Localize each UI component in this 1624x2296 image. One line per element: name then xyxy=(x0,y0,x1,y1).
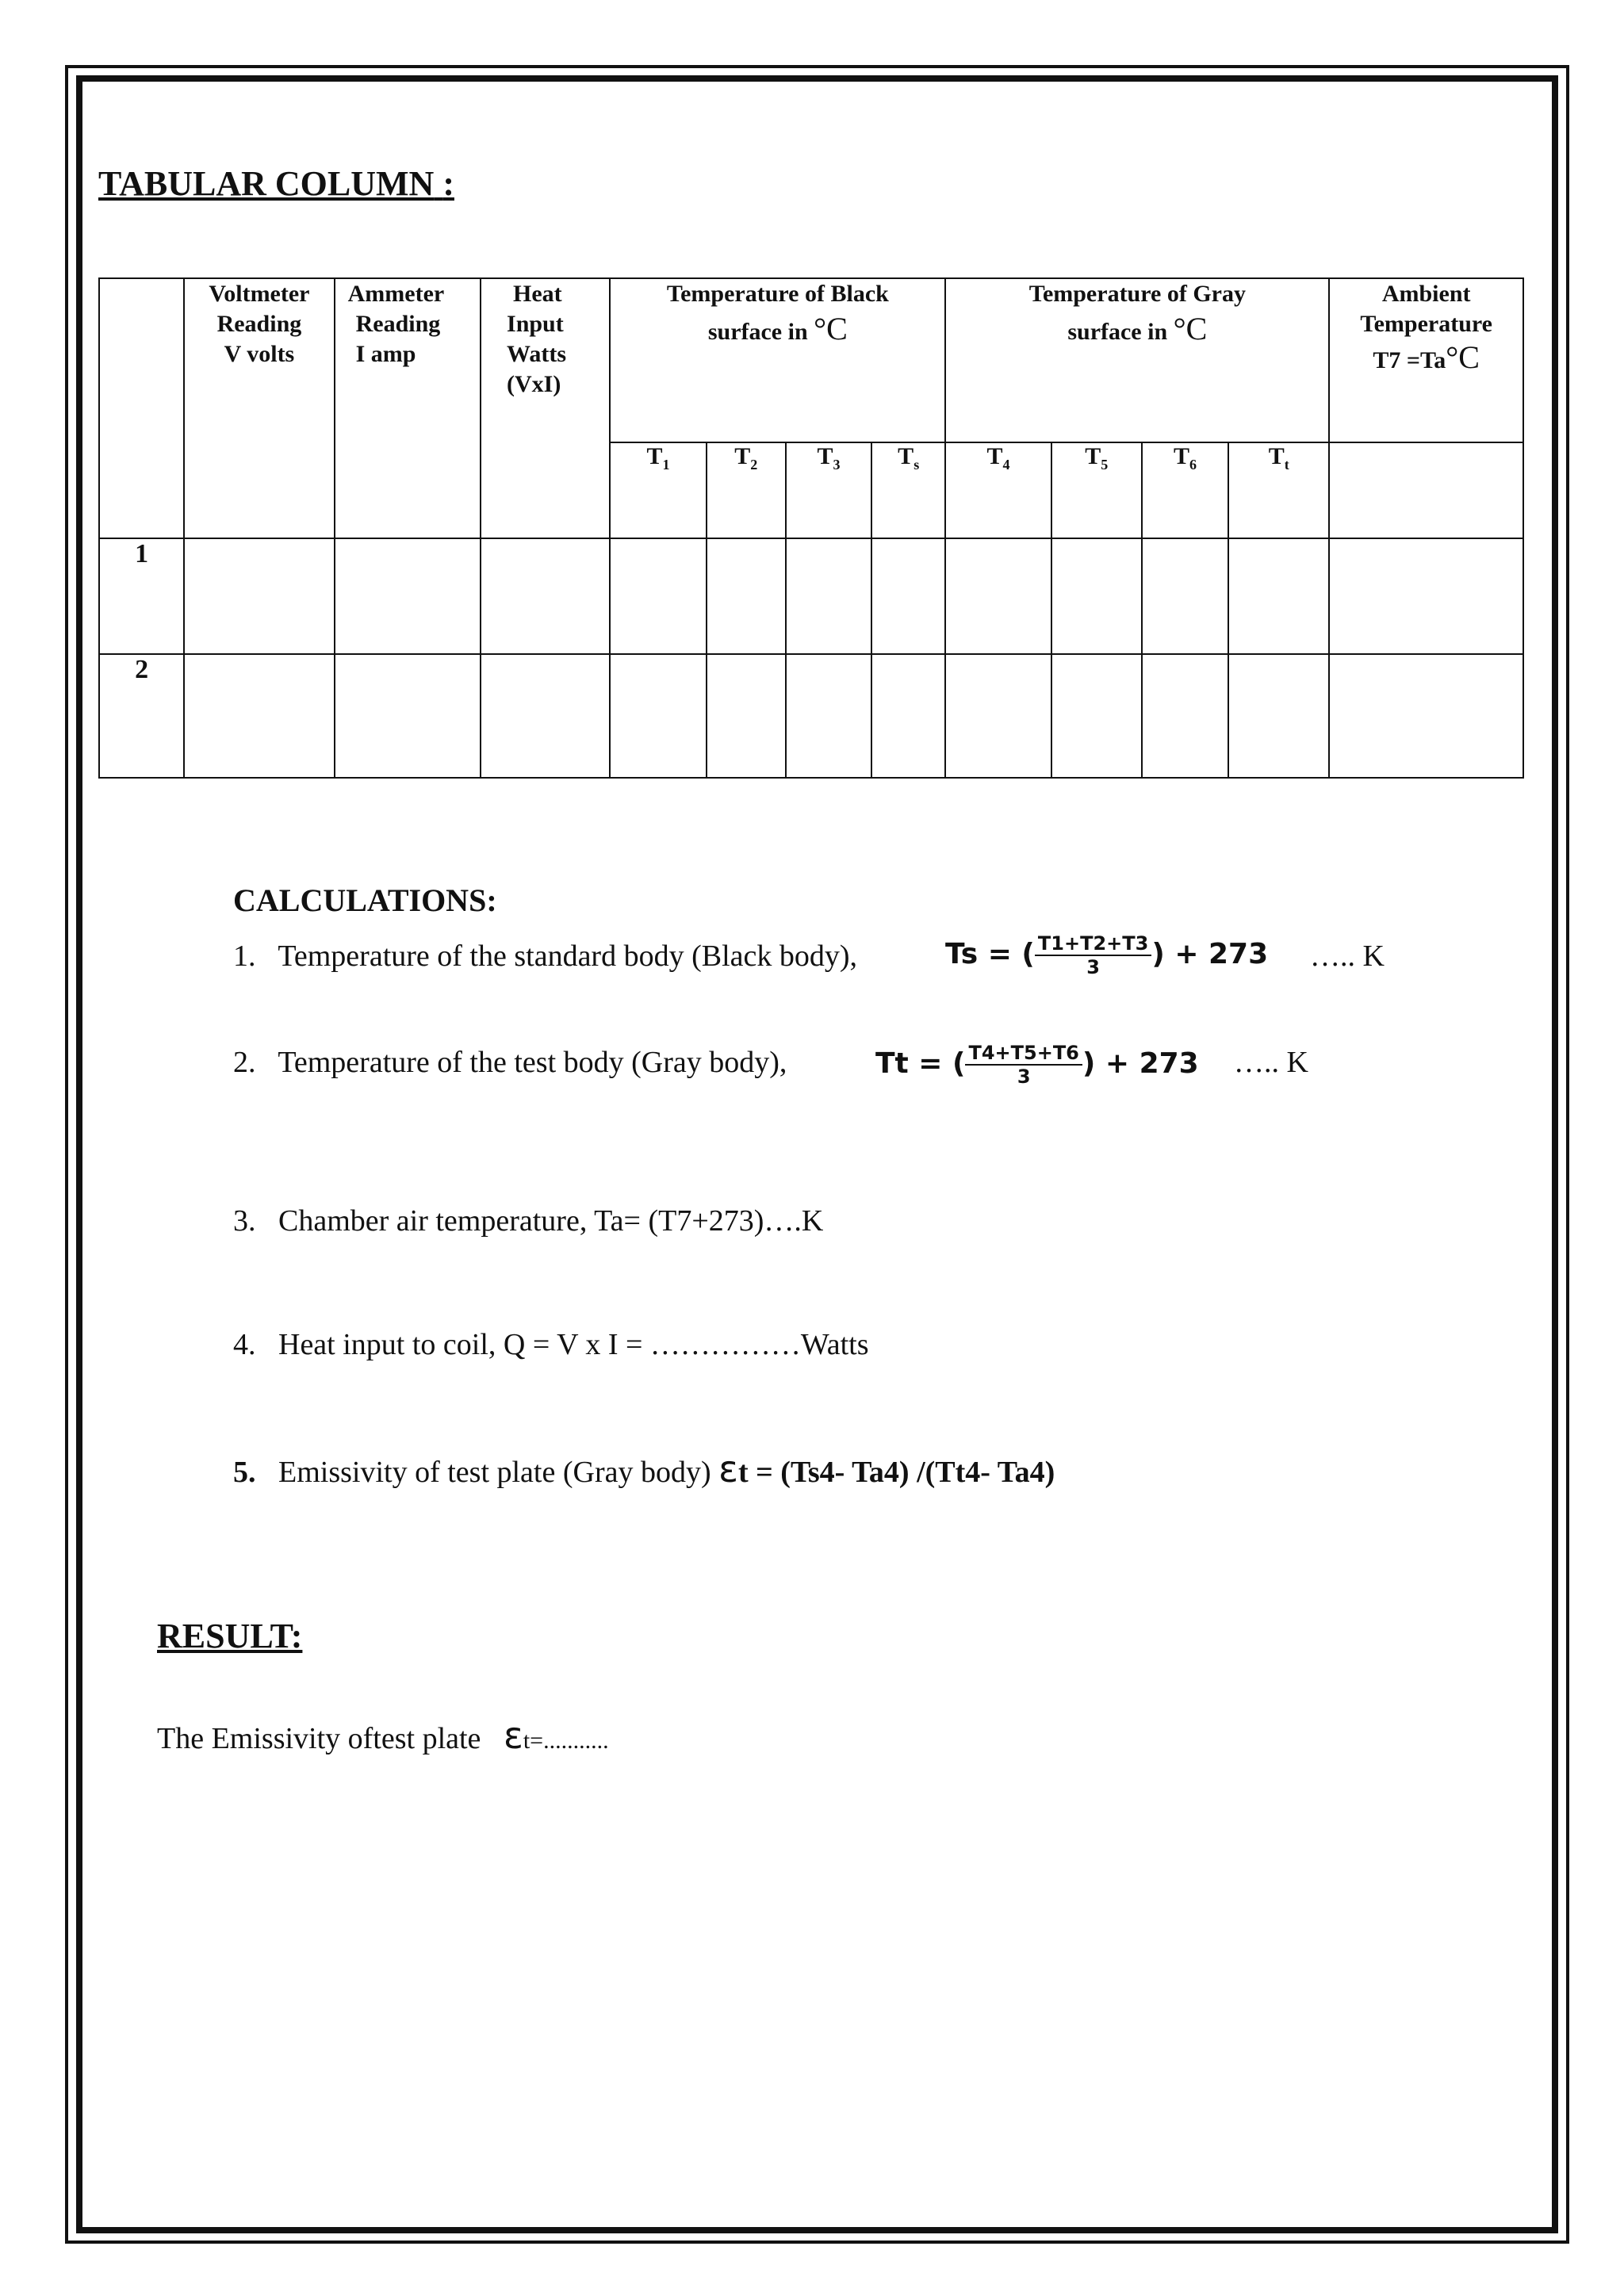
emissivity-formula: t = (Ts4- Ta4) /(Tt4- Ta4) xyxy=(738,1456,1055,1489)
row-number: 2 xyxy=(99,654,184,778)
subheader-t5: $T_5$ xyxy=(1051,442,1142,538)
black-degree-unit: °C xyxy=(814,311,848,346)
subheader-ts: $T_s$ xyxy=(871,442,945,538)
ammeter-line2: Reading xyxy=(355,311,441,337)
calc-item-4 xyxy=(233,1327,869,1362)
calc-number: 4. xyxy=(233,1328,256,1361)
voltmeter-line1: Voltmeter xyxy=(209,281,310,307)
calc-item-5 xyxy=(233,1448,1055,1490)
tabular-heading-text: TABULAR COLUMN xyxy=(98,164,435,203)
result-text: The Emissivity oftest plate xyxy=(157,1722,481,1755)
subheader-t2: $T_2$ xyxy=(707,442,786,538)
calc-text: Temperature of the test body (Gray body), xyxy=(278,1046,787,1079)
gray-line2: surface in xyxy=(1067,319,1168,345)
header-blank-cell xyxy=(99,278,184,538)
calc-text: Temperature of the standard body (Black body), xyxy=(278,939,858,973)
header-ambient xyxy=(1329,278,1523,442)
heat-line1: Heat xyxy=(513,281,562,307)
ambient-line1: Ambient xyxy=(1381,281,1471,307)
header-gray-surface xyxy=(945,278,1329,442)
calc-number: 2. xyxy=(233,1046,256,1079)
heat-line2: Input xyxy=(507,311,564,337)
calc-item-2 xyxy=(233,1045,787,1080)
table-row xyxy=(99,538,1523,654)
calc-text: Emissivity of test plate (Gray body) xyxy=(278,1456,711,1489)
voltmeter-line2: Reading xyxy=(216,311,302,337)
calc-item-3 xyxy=(233,1203,823,1238)
tabular-heading-colon: : xyxy=(442,164,454,203)
ambient-line2: Temperature xyxy=(1360,311,1492,337)
epsilon-symbol: ε xyxy=(503,1714,523,1757)
heat-line3: Watts xyxy=(507,341,567,367)
row-number: 1 xyxy=(99,538,184,654)
voltmeter-line3: V volts xyxy=(224,341,295,367)
calc-text: Heat input to coil, Q = V x I = ……………Watts xyxy=(278,1328,869,1361)
ts-denominator: 3 xyxy=(1086,956,1100,978)
observation-table xyxy=(98,277,1524,779)
header-voltmeter xyxy=(184,278,334,538)
subheader-tt: $T_t$ xyxy=(1228,442,1329,538)
tabular-heading xyxy=(98,163,454,204)
subheader-t1: $T_1$ xyxy=(610,442,706,538)
black-line1: Temperature of Black xyxy=(666,281,889,307)
gray-degree-unit: °C xyxy=(1173,311,1208,346)
subheader-ambient-blank xyxy=(1329,442,1523,538)
tt-denominator: 3 xyxy=(1017,1066,1031,1088)
ts-formula: Ts = ( $\frac{T1+T2+T3}{3}$ ) + 273 xyxy=(945,932,1269,978)
result-heading: RESULT: xyxy=(157,1617,303,1655)
calculations-title: CALCULATIONS: xyxy=(233,882,497,918)
calc-number: 1. xyxy=(233,939,256,973)
result-value: t=........... xyxy=(523,1728,609,1754)
header-heat-input xyxy=(481,278,610,538)
header-ammeter xyxy=(335,278,481,538)
ts-numerator: T1+T2+T3 xyxy=(1035,932,1151,956)
tt-numerator: T4+T5+T6 xyxy=(965,1042,1082,1066)
ammeter-line1: Ammeter xyxy=(347,281,445,307)
subheader-t3: $T_3$ xyxy=(786,442,871,538)
epsilon-symbol: ε xyxy=(718,1448,738,1490)
subheader-t6: $T_6$ xyxy=(1142,442,1228,538)
ambient-degree-unit: °C xyxy=(1446,339,1480,375)
calc-number: 3. xyxy=(233,1204,256,1238)
gray-line1: Temperature of Gray xyxy=(1028,281,1246,307)
heat-line4: (VxI) xyxy=(507,371,561,397)
ammeter-line3: I amp xyxy=(355,341,416,367)
calc-text: Chamber air temperature, Ta= (T7+273)….K xyxy=(278,1204,824,1238)
header-black-surface xyxy=(610,278,945,442)
ambient-formula: T7 =Ta xyxy=(1373,347,1446,373)
calc-item-1 xyxy=(233,939,857,974)
tt-unit: ….. K xyxy=(1234,1046,1308,1079)
result-statement xyxy=(157,1714,609,1757)
ts-unit: ….. K xyxy=(1310,939,1385,973)
calc-number: 5. xyxy=(233,1456,256,1489)
tt-formula: Tt = ( $\frac{T4+T5+T6}{3}$ ) + 273 xyxy=(875,1042,1199,1088)
table-row xyxy=(99,654,1523,778)
subheader-t4: $T_4$ xyxy=(945,442,1051,538)
black-line2: surface in xyxy=(707,319,808,345)
